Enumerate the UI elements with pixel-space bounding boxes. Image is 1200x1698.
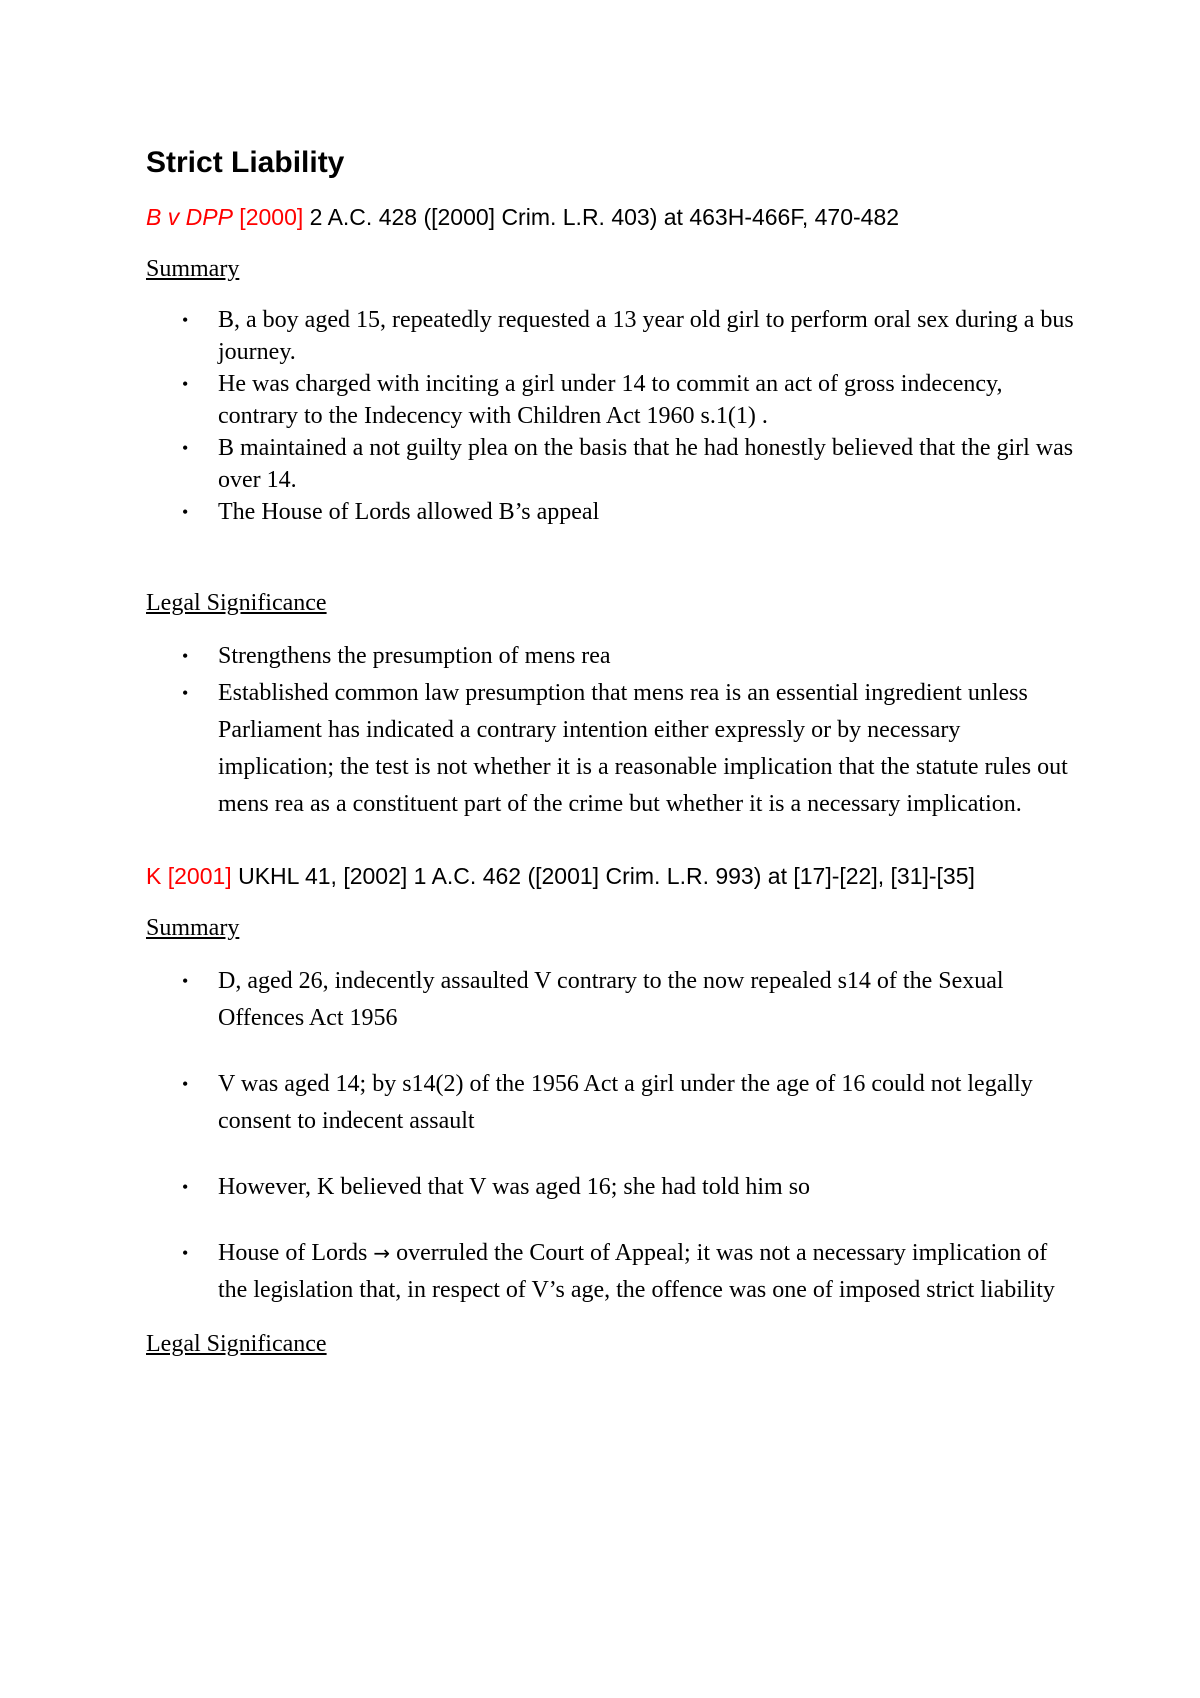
bullet-icon: • bbox=[182, 1177, 189, 1197]
list-item: • V was aged 14; by s14(2) of the 1956 Act a girl under the age of 16 could not legally consent to indecent assault bbox=[146, 1066, 1076, 1140]
list-item: • He was charged with inciting a girl under 14 to commit an act of gross indecency, contrary to the Indecency with Children Act 1960 s.1(1) . bbox=[146, 368, 1076, 432]
bullet-icon: • bbox=[182, 1074, 189, 1094]
list-item: • House of Lords → overruled the Court of Appeal; it was not a necessary implication of the legislation that, in respect of V’s age, the offence was one of imposed strict liability bbox=[146, 1235, 1076, 1309]
significance-list bbox=[146, 638, 1076, 823]
summary-list bbox=[146, 963, 1076, 1309]
bullet-icon: • bbox=[182, 1243, 189, 1263]
bullet-icon: • bbox=[182, 683, 189, 703]
bullet-icon: • bbox=[182, 438, 189, 458]
legal-significance-heading: Legal Significance bbox=[146, 1331, 327, 1357]
document-title: Strict Liability bbox=[146, 146, 345, 179]
summary-heading: Summary bbox=[146, 915, 240, 941]
bullet-icon: • bbox=[182, 310, 189, 330]
list-item: • B, a boy aged 15, repeatedly requested a 13 year old girl to perform oral sex during a bus journey. bbox=[146, 304, 1076, 368]
case-reference-b-v-dpp bbox=[146, 202, 1076, 232]
case-citation: 2 A.C. 428 ([2000] Crim. L.R. 403) at 463H-466F, 470-482 bbox=[303, 204, 900, 230]
list-item: • Established common law presumption that mens rea is an essential ingredient unless Parliament has indicated a contrary intention either expressly or by necessary implication; the test is not whether it is a reasonable implication that the statute rules out mens rea as a constituent part of the crime but whether it is a necessary implication. bbox=[146, 675, 1076, 823]
bullet-icon: • bbox=[182, 646, 189, 666]
summary-list bbox=[146, 304, 1076, 528]
list-item: • However, K believed that V was aged 16; she had told him so bbox=[146, 1169, 1076, 1206]
case-name: B v DPP bbox=[146, 204, 233, 230]
case-citation: UKHL 41, [2002] 1 A.C. 462 ([2001] Crim. L.R. 993) at [17]-[22], [31]-[35] bbox=[231, 863, 975, 889]
document-content bbox=[146, 144, 1076, 1379]
list-item: • B maintained a not guilty plea on the basis that he had honestly believed that the girl was over 14. bbox=[146, 432, 1076, 496]
case-year: [2000] bbox=[232, 204, 304, 230]
list-item: • D, aged 26, indecently assaulted V contrary to the now repealed s14 of the Sexual Offences Act 1956 bbox=[146, 963, 1076, 1037]
list-item: • The House of Lords allowed B’s appeal bbox=[146, 496, 1076, 528]
list-item: • Strengthens the presumption of mens rea bbox=[146, 638, 1076, 675]
legal-significance-heading: Legal Significance bbox=[146, 590, 327, 616]
arrow-right-icon: → bbox=[373, 1241, 391, 1265]
bullet-icon: • bbox=[182, 374, 189, 394]
case-name: K [2001] bbox=[146, 863, 232, 889]
case-reference-k bbox=[146, 861, 1076, 891]
bullet-icon: • bbox=[182, 971, 189, 991]
summary-heading: Summary bbox=[146, 256, 240, 282]
bullet-icon: • bbox=[182, 502, 189, 522]
